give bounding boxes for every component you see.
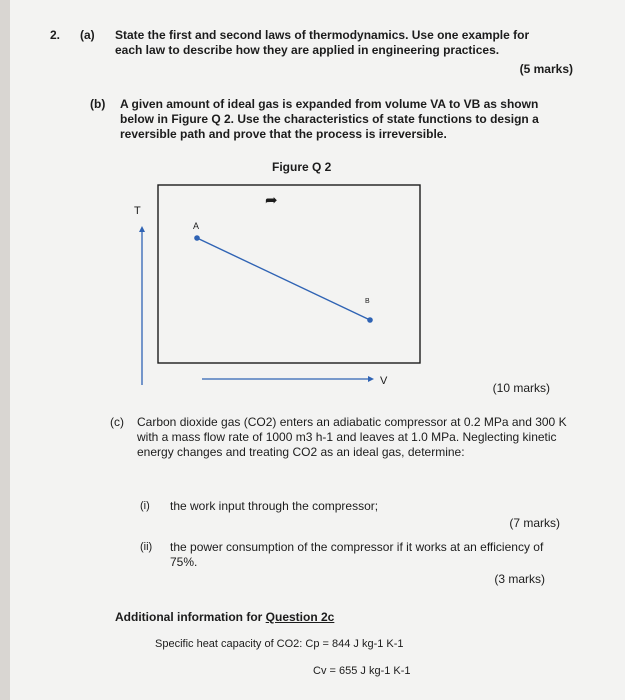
part-c-ii-text: the power consumption of the compressor if it works at an efficiency of 75%.	[170, 540, 544, 569]
part-a-label: (a)	[80, 28, 95, 42]
v-axis-arrow	[368, 376, 374, 382]
part-b-label: (b)	[90, 97, 106, 111]
figure-q2	[10, 0, 625, 700]
point-a	[194, 235, 200, 241]
additional-info-prefix: Additional information for	[115, 610, 266, 624]
part-b-marks: (10 marks)	[492, 381, 550, 395]
part-a-text: State the first and second laws of thermodynamics. Use one example for each law to describe how they are applied in engineering practices.	[115, 28, 530, 57]
cv-value-line: Cv = 655 J kg-1 K-1	[313, 665, 411, 677]
mouse-pointer-icon: ➦	[265, 192, 278, 209]
part-c-i-marks: (7 marks)	[509, 516, 560, 530]
part-c-i-text: the work input through the compressor;	[170, 499, 379, 513]
part-a-marks: (5 marks)	[519, 62, 573, 76]
part-c-text: Carbon dioxide gas (CO2) enters an adiabatic compressor at 0.2 MPa and 300 K with a mass flow rate of 1000 m3 h-1 and leaves at 1.0 MPa. Neglecting kinetic energy changes and treating CO2 as an ideal gas, determine:	[137, 415, 567, 459]
part-c-label: (c)	[110, 415, 124, 429]
part-c-i-label: (i)	[140, 500, 150, 512]
question-reference: Question 2c	[265, 610, 335, 624]
t-axis-label: T	[134, 205, 141, 217]
point-b	[367, 317, 373, 323]
exam-page	[10, 0, 625, 700]
figure-frame	[158, 185, 420, 363]
point-a-label: A	[193, 221, 200, 231]
part-c-ii-marks: (3 marks)	[494, 572, 545, 586]
cp-value-line: Specific heat capacity of CO2: Cp = 844 J kg-1 K-1	[155, 638, 404, 650]
process-line-a-b	[197, 238, 370, 320]
point-b-label: B	[365, 298, 370, 305]
figure-title: Figure Q 2	[272, 160, 332, 174]
part-c-ii-label: (ii)	[140, 541, 153, 553]
question-number: 2.	[50, 28, 61, 42]
t-axis-arrow	[139, 226, 145, 232]
part-b-text: A given amount of ideal gas is expanded from volume VA to VB as shown below in Figure Q 2. Use the characteristics of state functions to design a reversible path and prove that the process is irreversible.	[120, 97, 539, 141]
v-axis-label: V	[380, 375, 388, 387]
additional-info-title	[115, 610, 334, 625]
